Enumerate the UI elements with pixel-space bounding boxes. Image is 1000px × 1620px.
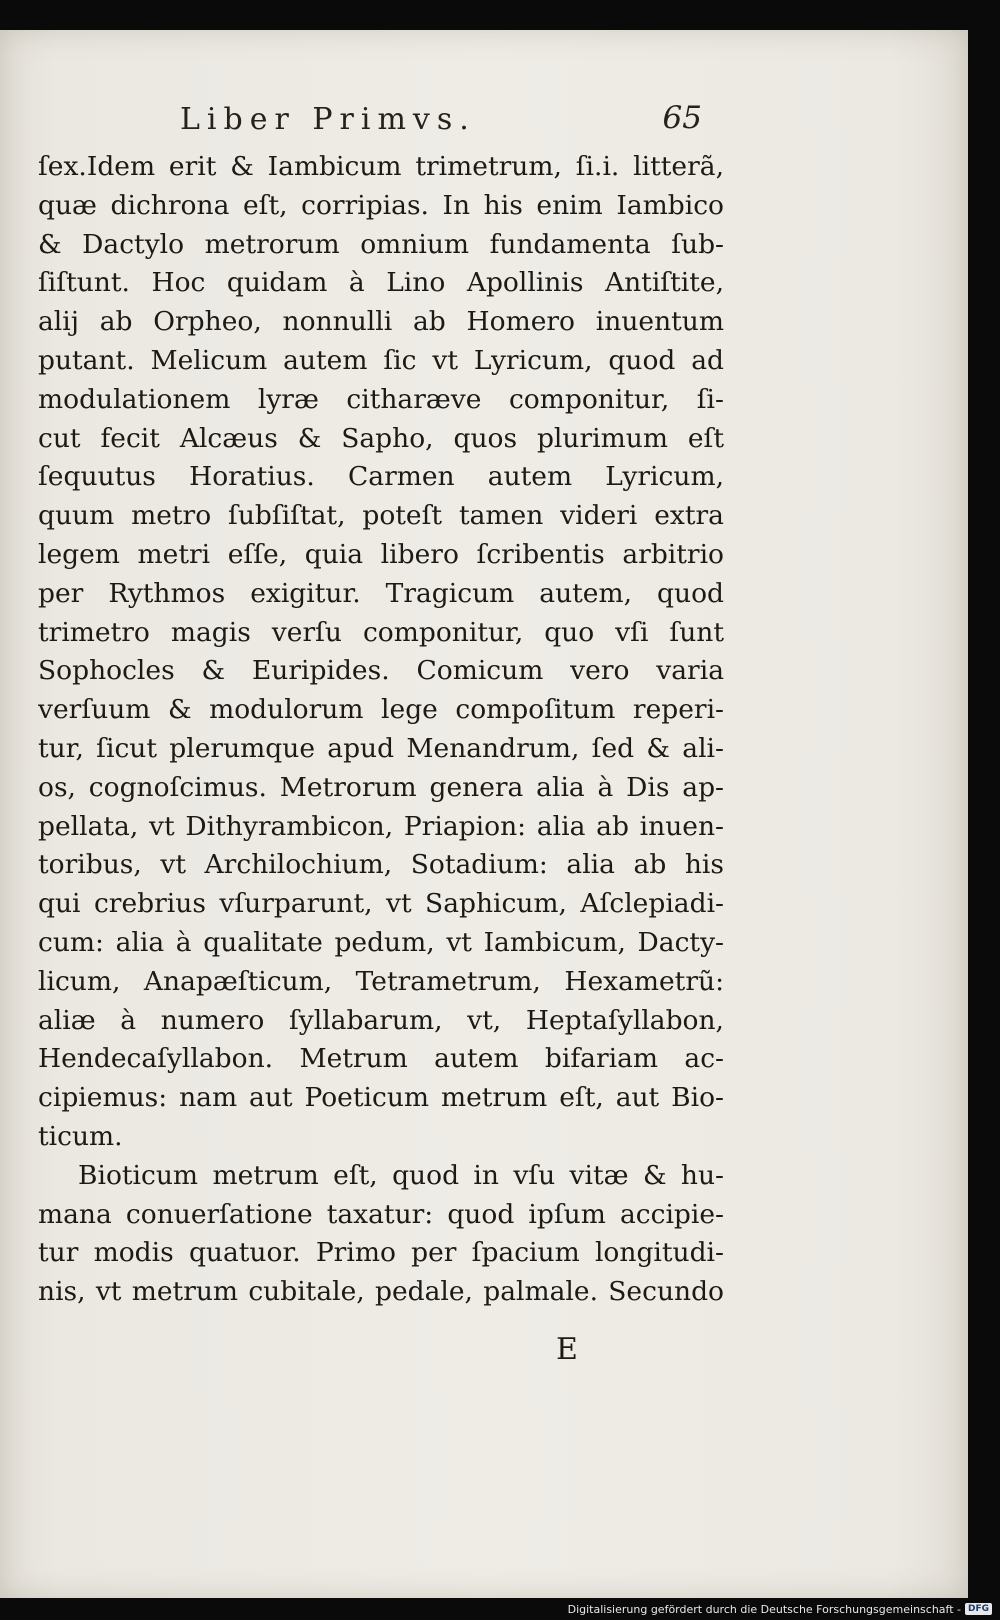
dfg-logo-icon: DFG: [965, 1603, 992, 1615]
text-line: os, cognoſcimus. Metrorum genera alia à Dis ap-: [38, 771, 724, 803]
text-line: putant. Melicum autem ſic vt Lyricum, quod ad: [38, 344, 724, 376]
credit-text: Digitalisierung gefördert durch die Deutsche Forschungsgemeinschaft -: [567, 1602, 961, 1616]
text-line: cut fecit Alcæus & Sapho, quos plurimum eſt: [38, 422, 724, 454]
text-line: & Dactylo metrorum omnium fundamenta ſub-: [38, 228, 724, 260]
text-line: tur, ſicut plerumque apud Menandrum, ſed & ali-: [38, 732, 724, 764]
text-line: ſequutus Horatius. Carmen autem Lyricum,: [38, 461, 724, 493]
text-line: legem metri eſſe, quia libero ſcribentis arbitrio: [38, 538, 724, 570]
text-line: aliæ à numero ſyllabarum, vt, Heptaſyllabon,: [38, 1004, 724, 1036]
text-line: modulationem lyræ citharæve componitur, ſi-: [38, 383, 724, 415]
text-line: ticum.: [38, 1120, 123, 1152]
text-line: alij ab Orpheo, nonnulli ab Homero inuentum: [38, 306, 724, 338]
catchword: E: [556, 1332, 578, 1367]
text-line: verſuum & modulorum lege compoſitum reperi-: [38, 694, 724, 726]
text-line: nis, vt metrum cubitale, pedale, palmale. Secundo: [38, 1276, 724, 1308]
text-line: pellata, vt Dithyrambicon, Priapion: alia ab inuen-: [38, 810, 724, 842]
book-page: [0, 30, 968, 1598]
text-line: Bioticum metrum eſt, quod in vſu vitæ & hu-: [78, 1159, 724, 1191]
text-line: toribus, vt Archilochium, Sotadium: alia ab his: [38, 849, 724, 881]
text-line: trimetro magis verſu componitur, quo vſi ſunt: [38, 616, 724, 648]
text-line: ſiſtunt. Hoc quidam à Lino Apollinis Antiſtite,: [38, 267, 724, 299]
text-line: quum metro ſubſiſtat, poteſt tamen videri extra: [38, 500, 724, 532]
text-line: tur modis quatuor. Primo per ſpacium longitudi-: [38, 1237, 724, 1269]
text-line: mana conuerſatione taxatur: quod ipſum accipie-: [38, 1198, 724, 1230]
text-line: Sophocles & Euripides. Comicum vero varia: [38, 655, 724, 687]
text-line: qui crebrius vſurparunt, vt Saphicum, Aſclepiadi-: [38, 888, 724, 920]
text-line: per Rythmos exigitur. Tragicum autem, quod: [38, 577, 724, 609]
text-line: cipiemus: nam aut Poeticum metrum eſt, aut Bio-: [38, 1082, 724, 1114]
text-line: quæ dichrona eſt, corripias. In his enim Iambico: [38, 189, 724, 221]
digitization-credit: [568, 1600, 992, 1618]
text-line: Hendecaſyllabon. Metrum autem bifariam ac-: [38, 1043, 724, 1075]
running-head: Liber Primvs.: [180, 102, 476, 137]
text-line: ſex.Idem erit & Iambicum trimetrum, ſi.i. litterã,: [38, 151, 724, 182]
body-text: [38, 148, 724, 1312]
text-line: licum, Anapæſticum, Tetrametrum, Hexametrũ:: [38, 965, 724, 997]
text-line: cum: alia à qualitate pedum, vt Iambicum, Dacty-: [38, 926, 724, 958]
page-number: 65: [662, 100, 702, 136]
